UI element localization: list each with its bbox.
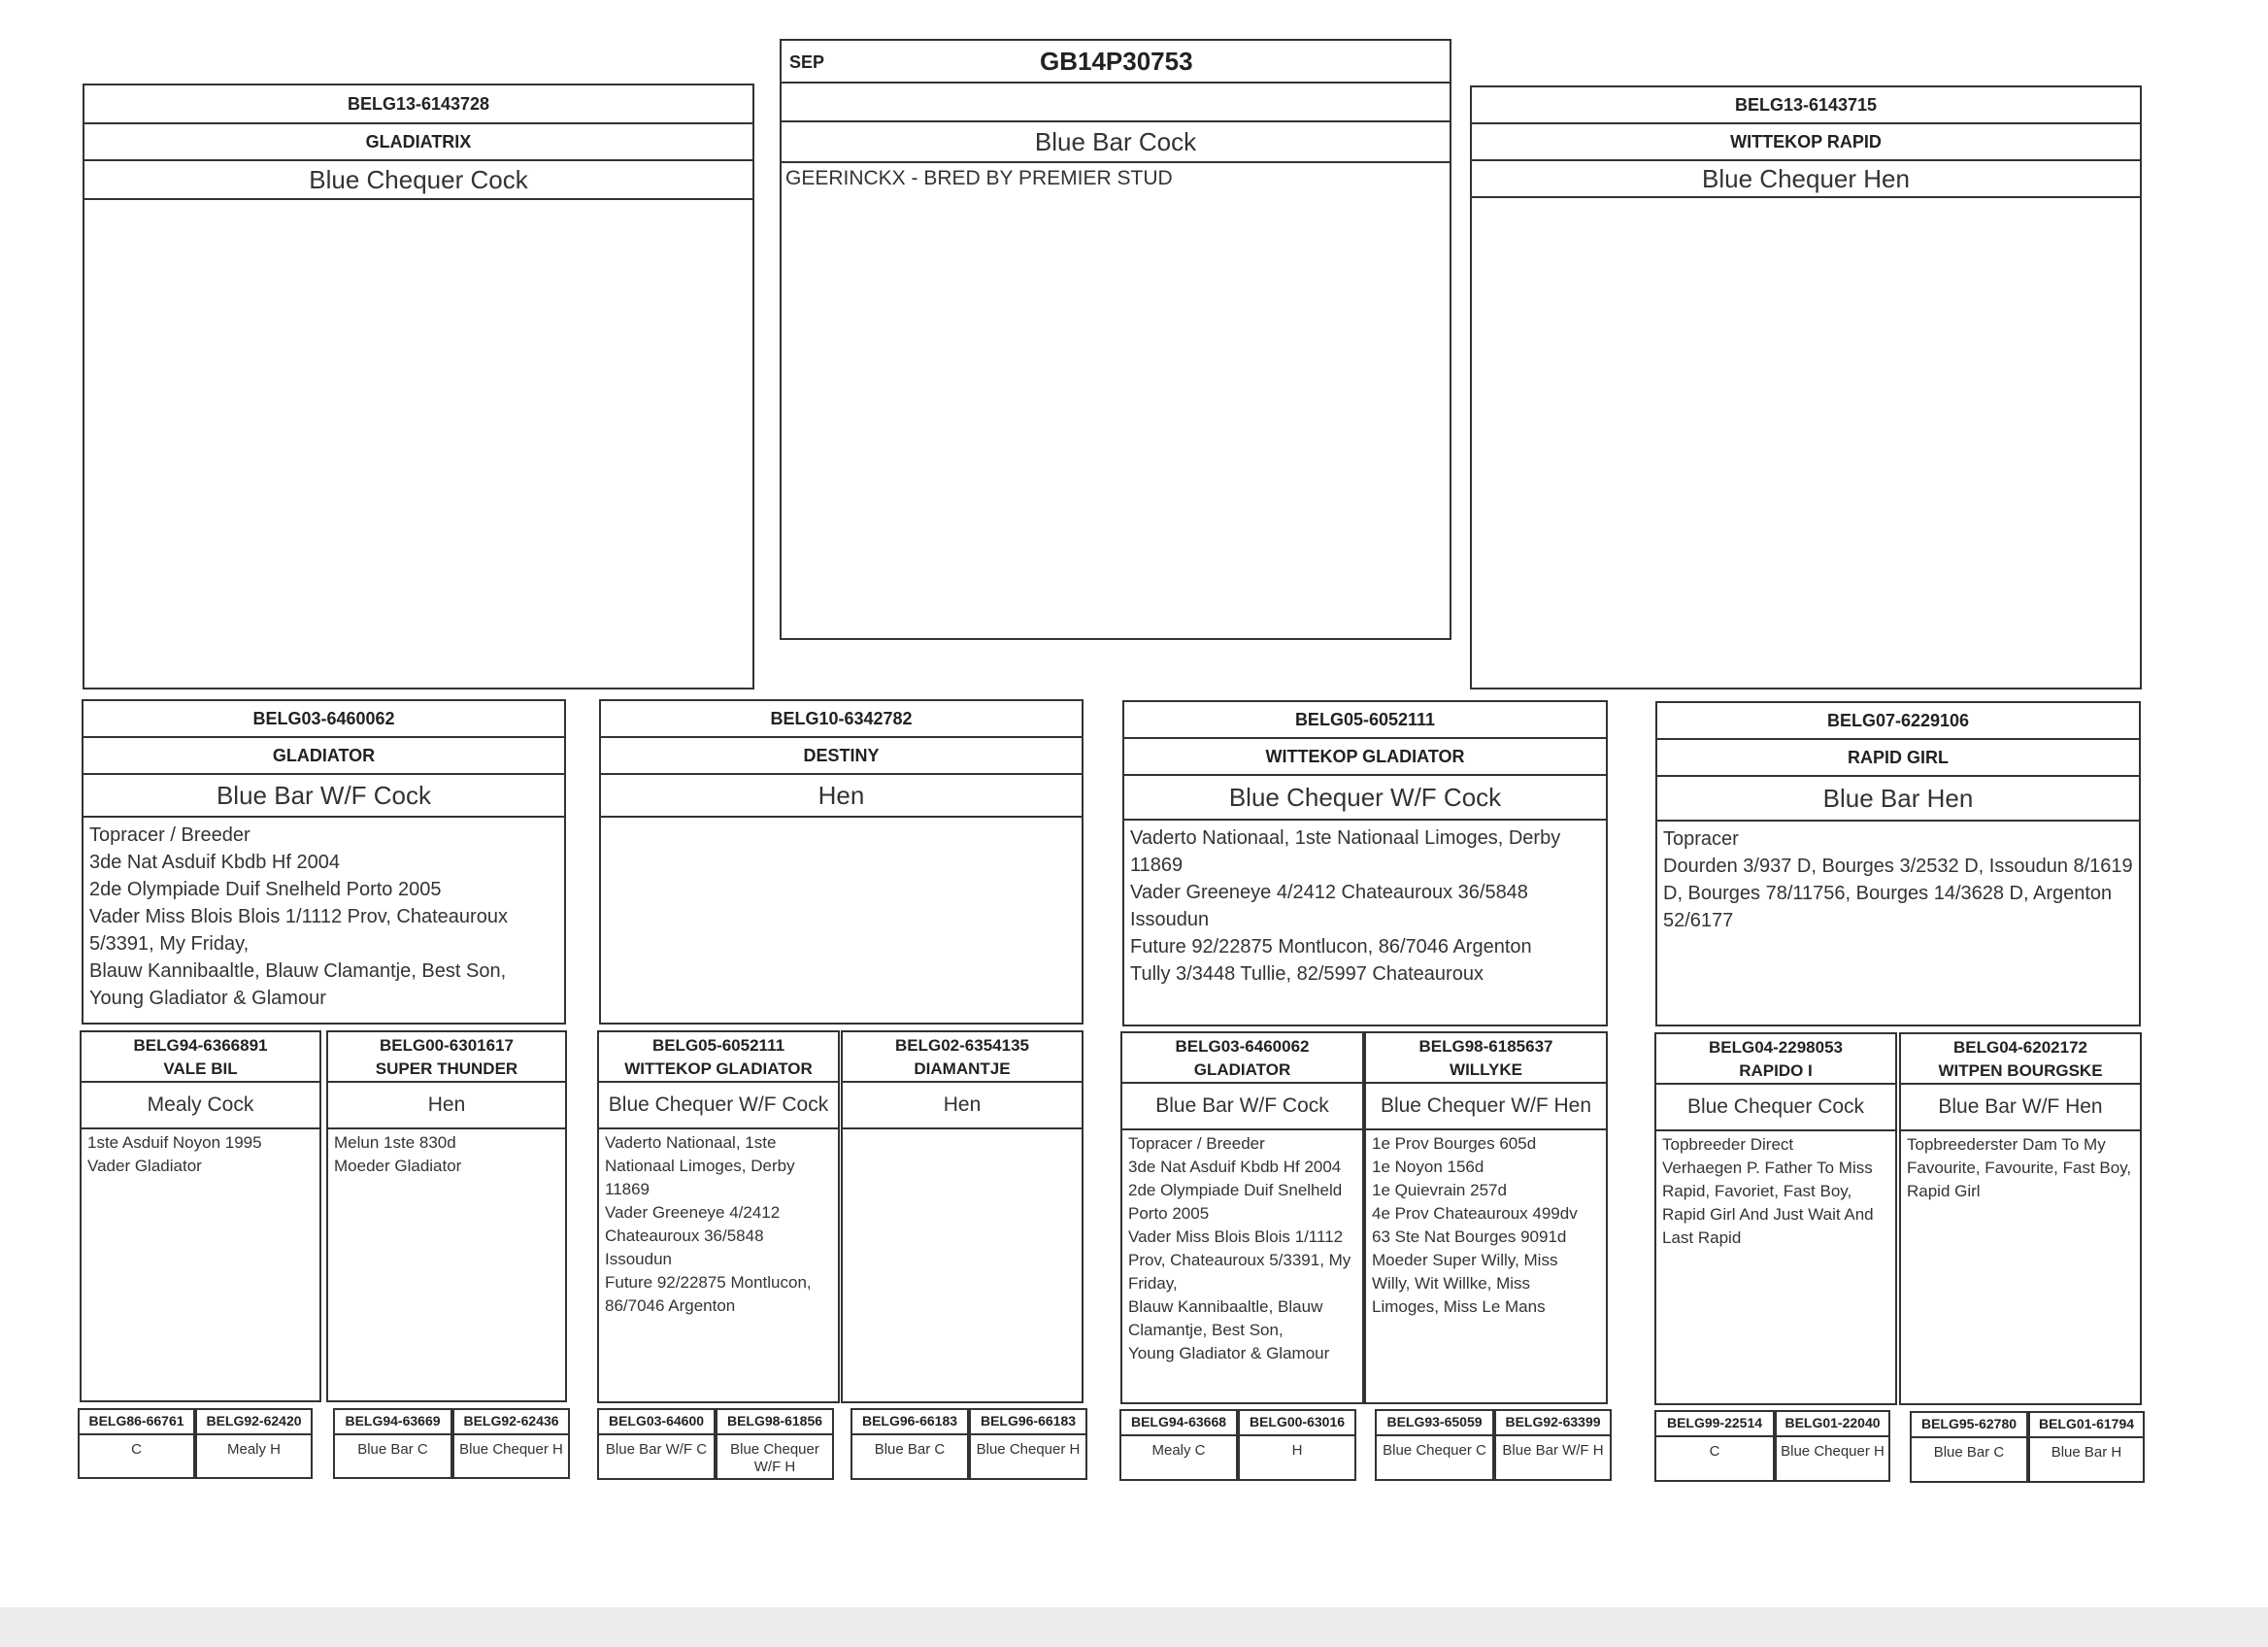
ancestor-ring-number: BELG92-63399	[1496, 1411, 1610, 1436]
great-grandparent-color: Hen	[328, 1083, 565, 1129]
grandparent-color: Blue Bar Hen	[1657, 777, 2139, 822]
grandparent-card	[1655, 701, 2141, 1026]
great-grandparent-notes: 1ste Asduif Noyon 1995 Vader Gladiator	[87, 1133, 262, 1175]
ancestor-cell	[597, 1408, 716, 1480]
great-grandparent-ring-number: BELG04-6202172	[1953, 1038, 2087, 1057]
ancestor-ring-number: BELG01-22040	[1777, 1412, 1888, 1437]
ancestor-cell	[333, 1408, 452, 1479]
sire-color: Blue Chequer Cock	[84, 161, 752, 200]
great-grandparent-card	[1364, 1031, 1608, 1404]
ancestor-color: Blue Bar H	[2051, 1444, 2122, 1461]
ancestor-color: Blue Chequer H	[976, 1441, 1081, 1458]
ancestor-ring-number: BELG94-63669	[335, 1410, 450, 1435]
great-grandparent-name: GLADIATOR	[1122, 1059, 1362, 1084]
ancestor-cell	[1494, 1409, 1612, 1481]
grandparent-card	[599, 699, 1084, 1025]
ancestor-ring-number: BELG95-62780	[1912, 1413, 2026, 1438]
subject-color: Blue Bar Cock	[782, 122, 1450, 163]
sep-label: SEP	[789, 52, 825, 72]
great-grandparent-notes	[843, 1129, 1082, 1133]
great-grandparent-name: DIAMANTJE	[843, 1058, 1082, 1083]
dam-ring-number: BELG13-6143715	[1472, 87, 2140, 124]
ancestor-cell	[195, 1408, 313, 1479]
ancestor-color: Blue Bar C	[874, 1441, 946, 1458]
great-grandparent-name: WITPEN BOURGSKE	[1901, 1059, 2140, 1085]
great-grandparent-ring-number: BELG05-6052111	[651, 1036, 785, 1055]
great-grandparent-card	[326, 1030, 567, 1402]
great-grandparent-color: Hen	[843, 1083, 1082, 1129]
scan-edge-shadow	[0, 1607, 2268, 1647]
great-grandparent-color: Blue Chequer W/F Cock	[599, 1083, 838, 1129]
ancestor-ring-number: BELG93-65059	[1377, 1411, 1492, 1436]
ancestor-ring-number: BELG86-66761	[80, 1410, 193, 1435]
ancestor-cell	[716, 1408, 834, 1480]
great-grandparent-color: Mealy Cock	[82, 1083, 319, 1129]
ancestor-color: Mealy C	[1151, 1442, 1206, 1459]
ancestor-cell	[78, 1408, 195, 1479]
ancestor-color: Blue Chequer H	[1781, 1443, 1884, 1460]
great-grandparent-card	[841, 1030, 1084, 1403]
ancestor-color: Blue Bar C	[1933, 1444, 2005, 1461]
great-grandparent-ring-number: BELG94-6366891	[133, 1036, 268, 1055]
ancestor-ring-number: BELG98-61856	[717, 1410, 832, 1435]
grandparent-notes: Vaderto Nationaal, 1ste Nationaal Limoges, Derby 11869 Vader Greeneye 4/2412 Chateauroux 36/5848 Issoudun Future 92/22875 Montlucon, 86/7046 Argenton Tully 3/3448 Tullie, 82/5997 Chateauroux	[1130, 827, 1561, 985]
grandparent-notes	[601, 818, 1082, 825]
ancestor-color: Blue Chequer H	[459, 1441, 563, 1458]
great-grandparent-card	[597, 1030, 840, 1403]
great-grandparent-notes: Topbreeder Direct Verhaegen P. Father To Miss Rapid, Favoriet, Fast Boy, Rapid Girl And Just Wait And Last Rapid	[1662, 1135, 1874, 1247]
great-grandparent-color: Blue Bar W/F Cock	[1122, 1084, 1362, 1130]
ancestor-cell	[2028, 1411, 2145, 1483]
ancestor-color: Blue Bar W/F C	[605, 1441, 708, 1458]
ancestor-ring-number: BELG03-64600	[599, 1410, 714, 1435]
ancestor-color: C	[131, 1441, 142, 1458]
great-grandparent-ring-number: BELG00-6301617	[380, 1036, 514, 1055]
subject-blank-row	[782, 84, 1450, 122]
ancestor-ring-number: BELG00-63016	[1240, 1411, 1354, 1436]
ancestor-cell	[1375, 1409, 1494, 1481]
ancestor-color: Mealy H	[226, 1441, 281, 1458]
sire-card	[83, 84, 754, 689]
great-grandparent-notes: Topracer / Breeder 3de Nat Asduif Kbdb Hf 2004 2de Olympiade Duif Snelheld Porto 2005 Vader Miss Blois Blois 1/1112 Prov, Chateauroux 5/3391, My Friday, Blauw Kannibaaltle, Blauw Clamantje, Best Son, Young Gladiator & Glamour	[1128, 1134, 1351, 1362]
ancestor-cell	[850, 1408, 969, 1480]
ancestor-ring-number: BELG92-62420	[197, 1410, 311, 1435]
great-grandparent-ring-number: BELG98-6185637	[1418, 1037, 1553, 1056]
great-grandparent-notes: Topbreederster Dam To My Favourite, Favourite, Fast Boy, Rapid Girl	[1907, 1135, 2132, 1200]
grandparent-color: Blue Bar W/F Cock	[83, 775, 564, 818]
great-grandparent-notes: Vaderto Nationaal, 1ste Nationaal Limoges, Derby 11869 Vader Greeneye 4/2412 Chateauroux 36/5848 Issoudun Future 92/22875 Montlucon, 86/7046 Argenton	[605, 1133, 812, 1315]
dam-card	[1470, 85, 2142, 689]
grandparent-name: DESTINY	[601, 738, 1082, 775]
ancestor-ring-number: BELG99-22514	[1656, 1412, 1773, 1437]
great-grandparent-notes: Melun 1ste 830d Moeder Gladiator	[334, 1133, 462, 1175]
grandparent-name: WITTEKOP GLADIATOR	[1124, 739, 1606, 776]
great-grandparent-ring-number: BELG02-6354135	[895, 1036, 1029, 1055]
ancestor-color: Blue Chequer W/F H	[730, 1441, 819, 1475]
great-grandparent-name: SUPER THUNDER	[328, 1058, 565, 1083]
ancestor-color: Blue Bar C	[357, 1441, 428, 1458]
grandparent-notes: Topracer Dourden 3/937 D, Bourges 3/2532 D, Issoudun 8/1619 D, Bourges 78/11756, Bourges 14/3628 D, Argenton 52/6177	[1663, 828, 2133, 931]
ancestor-color: Blue Bar W/F H	[1502, 1442, 1604, 1459]
grandparent-color: Hen	[601, 775, 1082, 818]
ancestor-color: Blue Chequer C	[1383, 1442, 1486, 1459]
ancestor-cell	[969, 1408, 1087, 1480]
grandparent-name: RAPID GIRL	[1657, 740, 2139, 777]
great-grandparent-notes: 1e Prov Bourges 605d 1e Noyon 156d 1e Quievrain 257d 4e Prov Chateauroux 499dv 63 Ste Nat Bourges 9091d Moeder Super Willy, Miss Willy, Wit Willke, Miss Limoges, Miss Le Mans	[1372, 1134, 1578, 1316]
great-grandparent-name: VALE BIL	[82, 1058, 319, 1083]
ancestor-cell	[452, 1408, 570, 1479]
great-grandparent-name: WITTEKOP GLADIATOR	[599, 1058, 838, 1083]
great-grandparent-ring-number: BELG04-2298053	[1709, 1038, 1843, 1057]
great-grandparent-card	[1899, 1032, 2142, 1405]
ancestor-ring-number: BELG96-66183	[971, 1410, 1085, 1435]
ancestor-ring-number: BELG01-61794	[2030, 1413, 2143, 1438]
grandparent-ring-number: BELG03-6460062	[83, 701, 564, 738]
ancestor-ring-number: BELG94-63668	[1121, 1411, 1236, 1436]
ancestor-color: H	[1291, 1442, 1303, 1459]
dam-color: Blue Chequer Hen	[1472, 161, 2140, 198]
grandparent-color: Blue Chequer W/F Cock	[1124, 776, 1606, 821]
great-grandparent-card	[80, 1030, 321, 1402]
ancestor-ring-number: BELG96-66183	[852, 1410, 967, 1435]
great-grandparent-ring-number: BELG03-6460062	[1175, 1037, 1310, 1056]
great-grandparent-card	[1654, 1032, 1897, 1405]
subject-header-row	[782, 41, 1450, 84]
sire-name: GLADIATRIX	[84, 124, 752, 161]
ancestor-cell	[1119, 1409, 1238, 1481]
grandparent-card	[1122, 700, 1608, 1026]
grandparent-ring-number: BELG05-6052111	[1124, 702, 1606, 739]
grandparent-name: GLADIATOR	[83, 738, 564, 775]
ancestor-cell	[1775, 1410, 1890, 1482]
grandparent-notes: Topracer / Breeder 3de Nat Asduif Kbdb Hf 2004 2de Olympiade Duif Snelheld Porto 2005 Vader Miss Blois Blois 1/1112 Prov, Chateauroux 5/3391, My Friday, Blauw Kannibaaltle, Blauw Clamantje, Best Son, Young Gladiator & Glamour	[89, 824, 508, 1009]
ancestor-ring-number: BELG92-62436	[454, 1410, 568, 1435]
subject-card	[780, 39, 1451, 640]
ancestor-cell	[1654, 1410, 1775, 1482]
ancestor-cell	[1238, 1409, 1356, 1481]
great-grandparent-color: Blue Chequer Cock	[1656, 1085, 1895, 1131]
great-grandparent-card	[1120, 1031, 1364, 1404]
grandparent-card	[82, 699, 566, 1025]
subject-note: GEERINCKX - BRED BY PREMIER STUD	[785, 167, 1173, 189]
ancestor-color: C	[1709, 1443, 1720, 1460]
grandparent-ring-number: BELG10-6342782	[601, 701, 1082, 738]
sire-ring-number: BELG13-6143728	[84, 85, 752, 124]
great-grandparent-name: WILLYKE	[1366, 1059, 1606, 1084]
great-grandparent-color: Blue Bar W/F Hen	[1901, 1085, 2140, 1131]
grandparent-ring-number: BELG07-6229106	[1657, 703, 2139, 740]
ancestor-cell	[1910, 1411, 2028, 1483]
great-grandparent-name: RAPIDO I	[1656, 1059, 1895, 1085]
great-grandparent-color: Blue Chequer W/F Hen	[1366, 1084, 1606, 1130]
subject-ring-number: GB14P30753	[1040, 47, 1193, 76]
dam-name: WITTEKOP RAPID	[1472, 124, 2140, 161]
